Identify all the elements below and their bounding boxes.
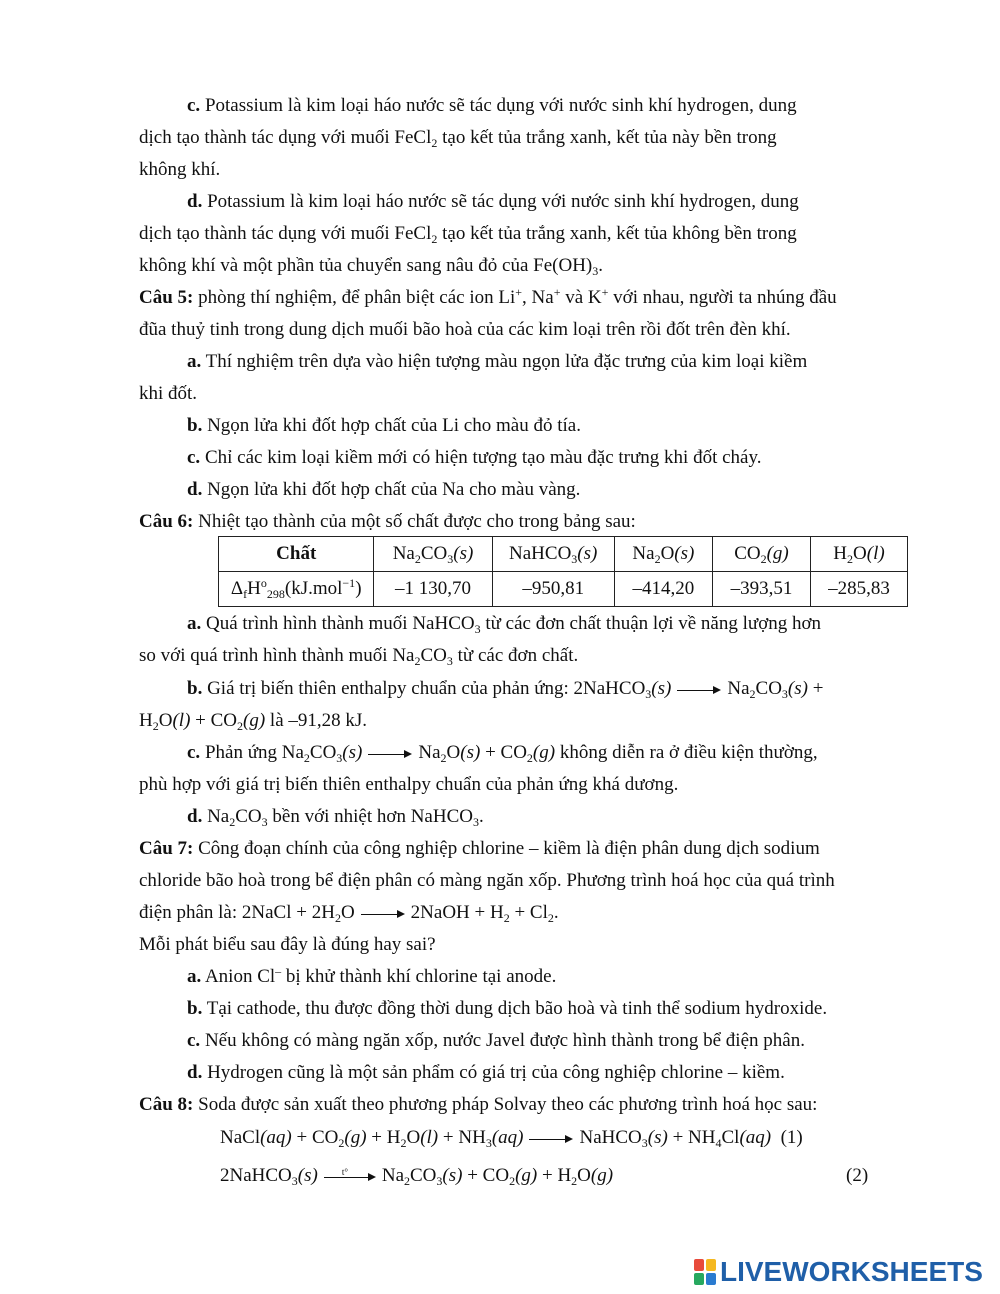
q7-b: b. Tại cathode, thu được đồng thời dung dịch bão hoà và tinh thể sodium hydroxide. xyxy=(187,998,828,1019)
table-cell: –950,81 xyxy=(492,572,614,607)
reaction-arrow xyxy=(677,683,721,697)
q5-a-line1: a. Thí nghiệm trên dựa vào hiện tượng màu ngọn lửa đặc trưng của kim loại kiềm xyxy=(187,351,808,372)
table-row-label: $\Delta_fH^o_{298}(kJ.mol^{-1})$ xyxy=(219,572,374,607)
table-cell: –1 130,70 xyxy=(374,572,492,607)
q4-c-label: c. xyxy=(187,95,201,116)
table-cell: –285,83 xyxy=(810,572,907,607)
table-cell: –414,20 xyxy=(614,572,712,607)
q6-d: d. $Na_2CO_3$ bền với nhiệt hơn NaHCO$_3$. xyxy=(187,806,484,829)
q6-c-line1: c. Phản ứng $Na_2CO_3(s) Na_2O(s) + CO_2(g)$ không diễn ra ở điều kiện thường, xyxy=(187,742,818,765)
table-header-label: Chất xyxy=(219,537,374,572)
table-col-nahco3: NaHCO$_3$(s) xyxy=(492,537,614,572)
table-col-h2o: $H_2O(l)$ xyxy=(810,537,907,572)
q5-d: d. Ngọn lửa khi đốt hợp chất của Na cho màu vàng. xyxy=(187,479,581,500)
reaction-arrow xyxy=(361,907,405,921)
equation-number: (2) xyxy=(846,1165,869,1186)
q4-c-line2: dịch tạo thành tác dụng với muối FeCl$_2$ tạo kết tủa trắng xanh, kết tủa này bền trong xyxy=(139,127,777,150)
q4-d-line2: dịch tạo thành tác dụng với muối FeCl$_2$ tạo kết tủa trắng xanh, kết tủa không bền trong xyxy=(139,223,797,246)
liveworksheets-logo xyxy=(694,1256,983,1288)
q6-b-line1: b. Giá trị biến thiên enthalpy chuẩn của phản ứng: 2NaHCO$_3$(s) $Na_2CO_3(s)$ + xyxy=(187,678,824,701)
q8-equation-2: 2NaHCO$_3$(s) t° $Na_2CO_3(s) + CO_2(g) + H_2O(g)$ xyxy=(220,1165,614,1188)
q4-d-line1: d. Potassium là kim loại háo nước sẽ tác dụng với nước sinh khí hydrogen, dung xyxy=(187,191,799,212)
q7-line1: Câu 7: Công đoạn chính của công nghiệp chlorine – kiềm là điện phân dung dịch sodium xyxy=(139,838,820,859)
table-col-co2: $CO_2(g)$ xyxy=(712,537,810,572)
q7-a: a. Anion Cl– bị khử thành khí chlorine tại anode. xyxy=(187,964,557,987)
q8-intro: Câu 8: Soda được sản xuất theo phương pháp Solvay theo các phương trình hoá học sau: xyxy=(139,1094,818,1115)
q7-d: d. Hydrogen cũng là một sản phẩm có giá trị của công nghiệp chlorine – kiềm. xyxy=(187,1062,785,1083)
q6-intro: Câu 6: Nhiệt tạo thành của một số chất được cho trong bảng sau: xyxy=(139,511,636,532)
q5-b: b. Ngọn lửa khi đốt hợp chất của Li cho màu đỏ tía. xyxy=(187,415,581,436)
q6-a-line2: so với quá trình hình thành muối $Na_2CO_3$ từ các đơn chất. xyxy=(139,645,579,668)
q4-d-line3: không khí và một phần tủa chuyển sang nâu đỏ của $Fe(OH)_3$. xyxy=(139,255,604,278)
q4-c-line1: c. Potassium là kim loại háo nước sẽ tác dụng với nước sinh khí hydrogen, dung xyxy=(187,95,797,116)
q8-title: Câu 8: xyxy=(139,1094,194,1115)
q7-title: Câu 7: xyxy=(139,838,194,859)
q7-line4: Mỗi phát biểu sau đây là đúng hay sai? xyxy=(139,934,436,955)
logo-text: LIVEWORKSHEETS xyxy=(720,1256,983,1287)
q5-a-line2: khi đốt. xyxy=(139,383,198,404)
q5-c: c. Chỉ các kim loại kiềm mới có hiện tượng tạo màu đặc trưng khi đốt cháy. xyxy=(187,447,762,468)
q4-c-line3: không khí. xyxy=(139,159,221,180)
q5-line2: đũa thuỷ tinh trong dung dịch muối bão hoà của các kim loại trên rồi đốt trên đèn khí. xyxy=(139,319,791,340)
q5-title: Câu 5: xyxy=(139,287,194,308)
q6-title: Câu 6: xyxy=(139,511,194,532)
q8-equation-1: NaCl(aq) + $CO_2(g) + H_2O(l) + NH_3(aq)$ NaHCO$_3$(s) + $NH_4Cl(aq)$ (1) xyxy=(220,1127,803,1150)
table-col-na2co3: $Na_2CO_3(s)$ xyxy=(374,537,492,572)
q4-d-label: d. xyxy=(187,191,203,212)
table-header-row xyxy=(219,537,908,572)
enthalpy-table xyxy=(218,536,908,607)
q6-a-line1: a. Quá trình hình thành muối NaHCO$_3$ từ các đơn chất thuận lợi về năng lượng hơn xyxy=(187,613,822,636)
q6-c-line2: phù hợp với giá trị biến thiên enthalpy chuẩn của phản ứng khá dương. xyxy=(139,774,679,795)
table-col-na2o: $Na_2O(s)$ xyxy=(614,537,712,572)
equation-number: (1) xyxy=(780,1127,803,1148)
reaction-arrow-heat: t° xyxy=(324,1170,376,1184)
q7-line3: điện phân là: 2NaCl + $2H_2O$ 2NaOH + $H_2 + Cl_2$. xyxy=(139,902,559,925)
table-row xyxy=(219,572,908,607)
q7-line2: chloride bão hoà trong bể điện phân có màng ngăn xốp. Phương trình hoá học của quá trình xyxy=(139,870,835,891)
reaction-arrow xyxy=(368,747,412,761)
q5-line1: Câu 5: phòng thí nghiệm, để phân biệt các ion Li+, Na+ và K+ với nhau, người ta nhúng đầu xyxy=(139,285,837,308)
reaction-arrow xyxy=(529,1132,573,1146)
q6-b-line2: $H_2O(l) + CO_2(g)$ là –91,28 kJ. xyxy=(139,710,368,733)
logo-icon xyxy=(694,1259,716,1285)
q7-c: c. Nếu không có màng ngăn xốp, nước Javel được hình thành trong bể điện phân. xyxy=(187,1030,805,1051)
table-cell: –393,51 xyxy=(712,572,810,607)
